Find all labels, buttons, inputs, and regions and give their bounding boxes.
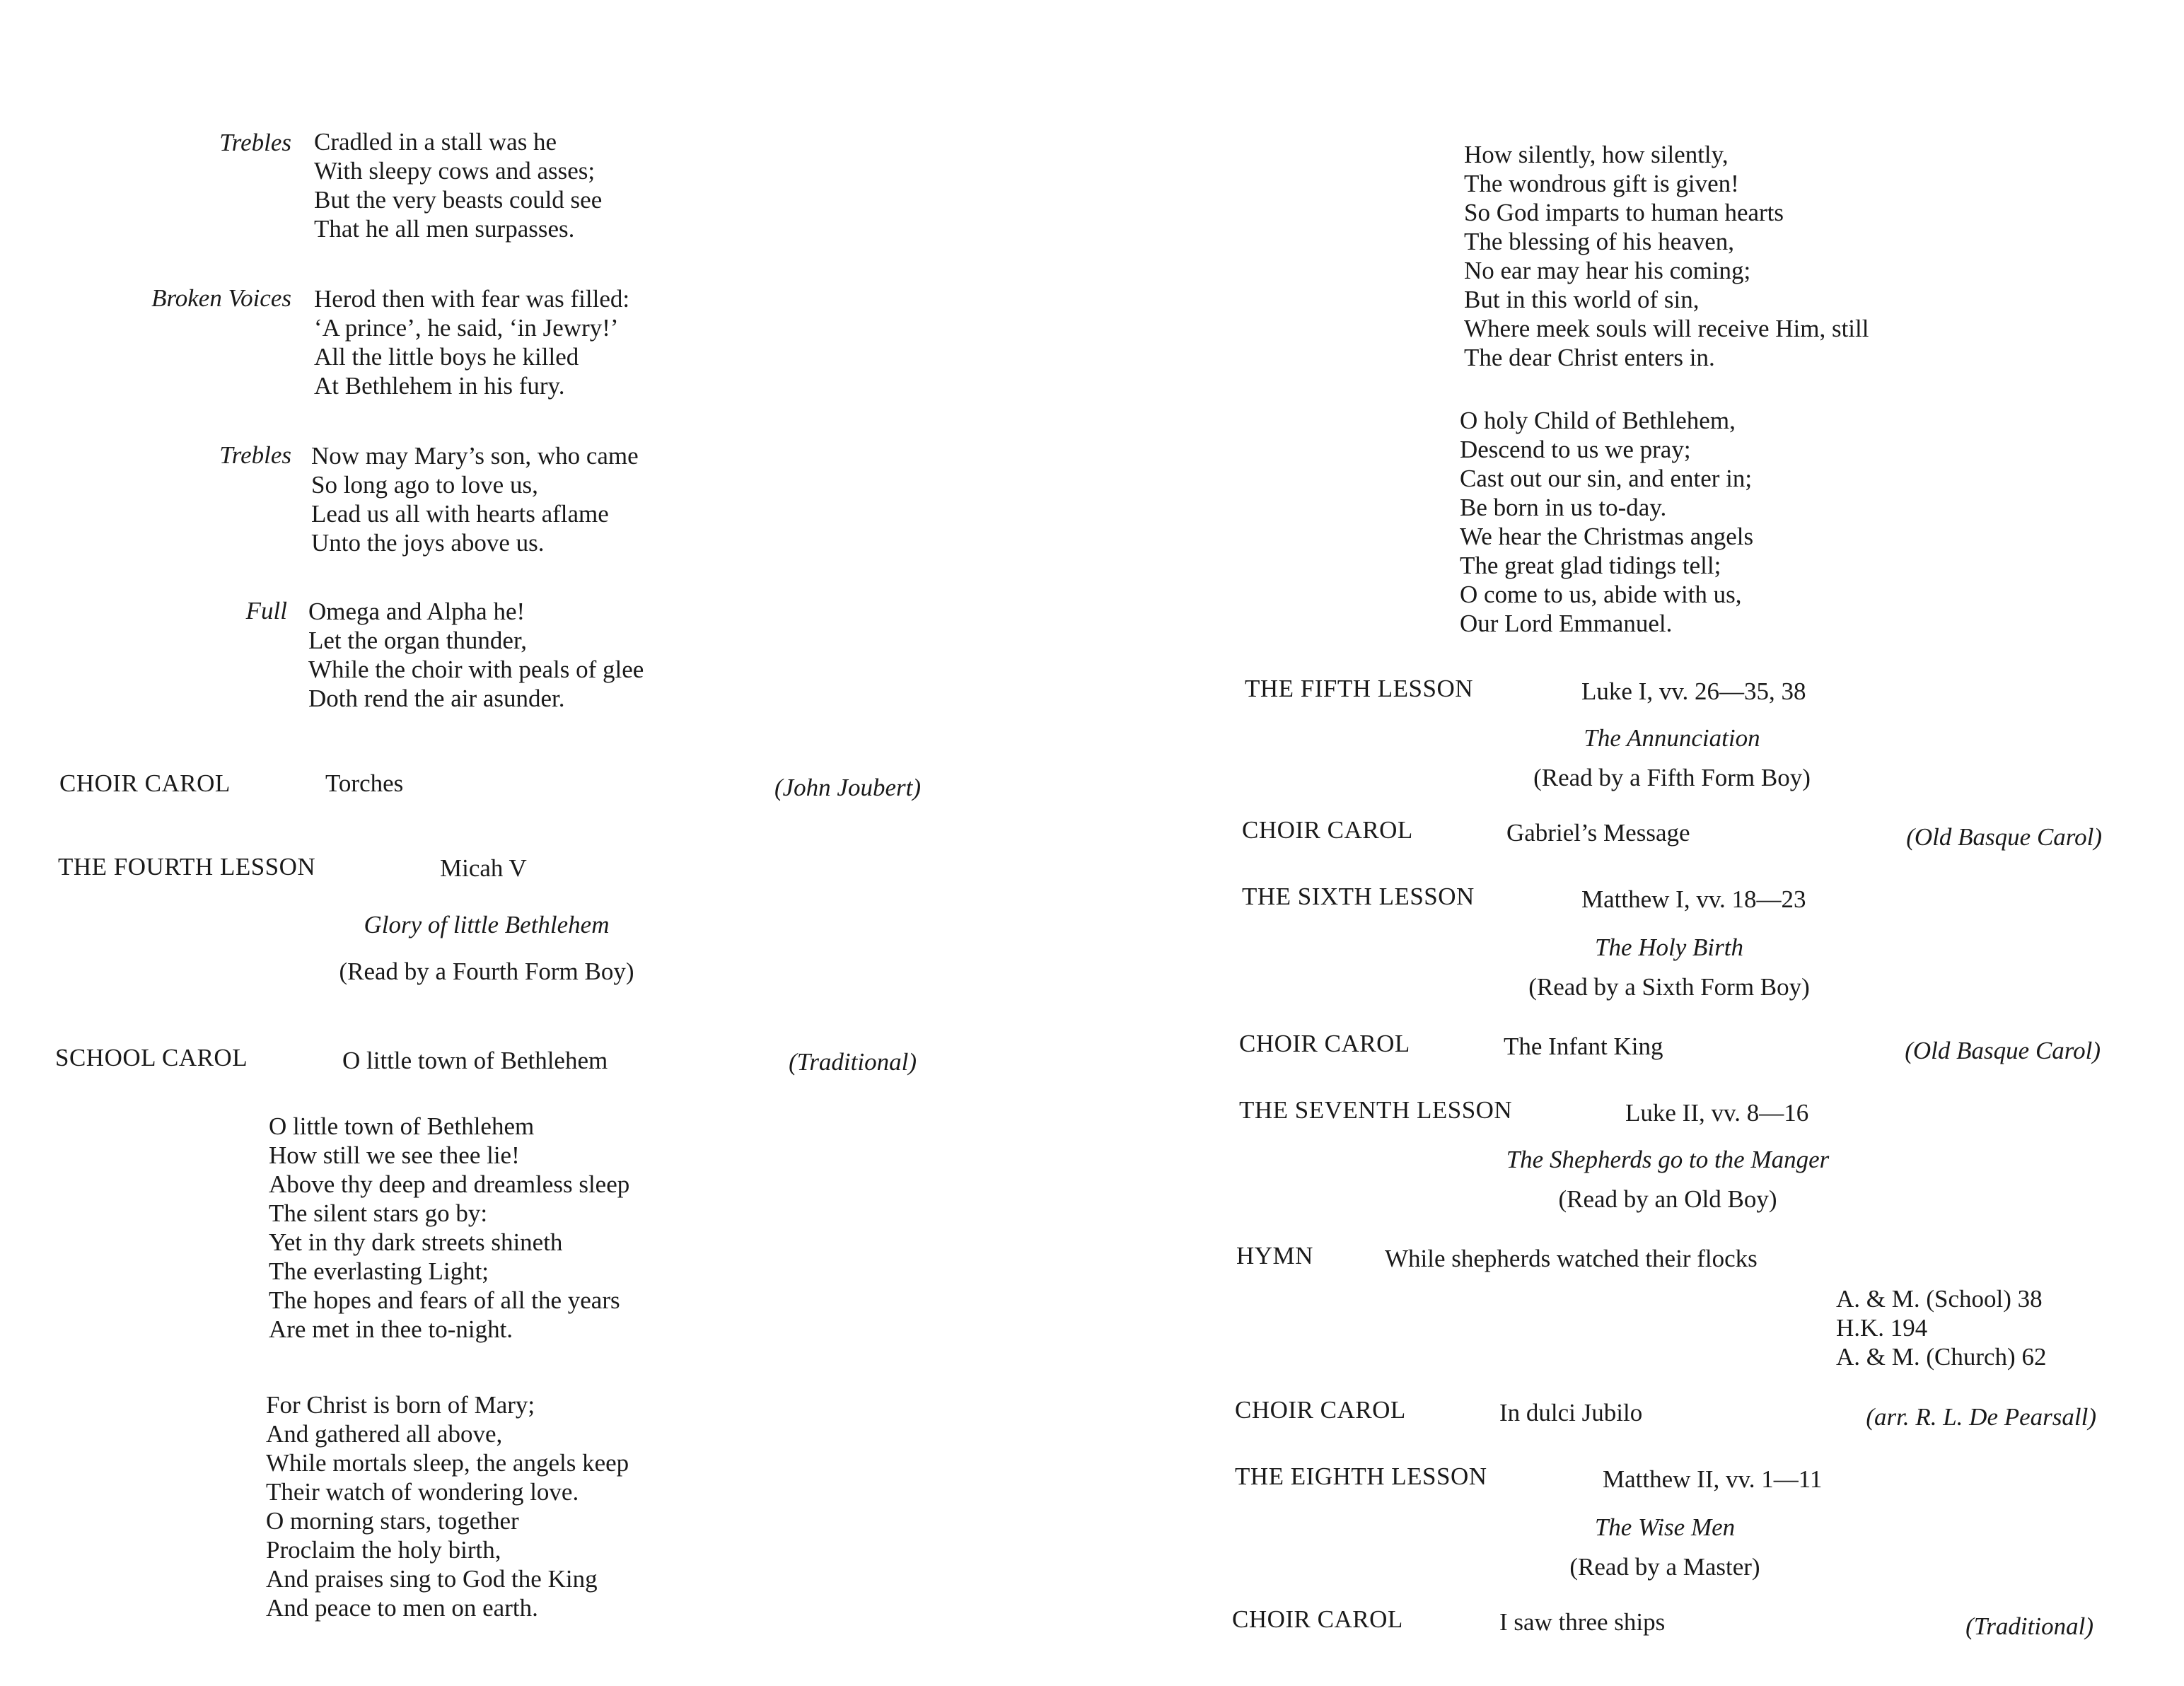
carol-verse (266, 1390, 629, 1622)
hymn-ref: A. & M. (School) 38 (1836, 1285, 2043, 1313)
verse-line: While mortals sleep, the angels keep (266, 1449, 629, 1477)
verse-line: O morning stars, together (266, 1507, 519, 1535)
verse-line: O holy Child of Bethlehem, (1460, 407, 1736, 434)
verse-line: O little town of Bethlehem (269, 1112, 535, 1140)
stanza-label: Trebles (219, 441, 291, 469)
item-title: O little town of Bethlehem (342, 1047, 608, 1074)
verse-line: Our Lord Emmanuel. (1460, 610, 1673, 637)
verse-line: At Bethlehem in his fury. (314, 372, 565, 400)
verse-line: Where meek souls will receive Him, still (1464, 315, 1869, 342)
verse-line: That he all men surpasses. (314, 215, 575, 243)
verse-line: Doth rend the air asunder. (308, 685, 565, 712)
item-heading: SCHOOL CAROL (55, 1044, 248, 1071)
stanza-label: Broken Voices (151, 284, 291, 312)
verse-line: While the choir with peals of glee (308, 656, 644, 683)
item-heading: CHOIR CAROL (1242, 816, 1413, 844)
item-title: In dulci Jubilo (1499, 1399, 1643, 1426)
verse-line: Above thy deep and dreamless sleep (269, 1170, 630, 1198)
verse-line: Are met in thee to-night. (269, 1315, 513, 1343)
verse-line: Now may Mary’s son, who came (311, 442, 639, 470)
item-composer: (Traditional) (1965, 1612, 2093, 1640)
carol-verse (269, 1112, 629, 1344)
stanza (314, 284, 629, 400)
item-heading: THE SIXTH LESSON (1242, 883, 1475, 910)
hymn-refs (1836, 1284, 2046, 1371)
verse-line: The great glad tidings tell; (1460, 552, 1721, 579)
verse-line: The silent stars go by: (269, 1199, 488, 1227)
lesson-reader: (Read by a Fourth Form Boy) (339, 958, 634, 985)
verse-line: The wondrous gift is given! (1464, 170, 1739, 197)
lesson-subtitle: The Shepherds go to the Manger (1506, 1146, 1830, 1173)
verse-line: So long ago to love us, (311, 471, 538, 499)
verse-line: How still we see thee lie! (269, 1141, 520, 1169)
lesson-reader: (Read by an Old Boy) (1558, 1185, 1777, 1213)
lesson-reader: (Read by a Master) (1569, 1553, 1760, 1581)
verse-line: The hopes and fears of all the years (269, 1286, 620, 1314)
stanza (314, 127, 602, 243)
verse-line: Yet in thy dark streets shineth (269, 1228, 563, 1256)
verse-line: Be born in us to-day. (1460, 494, 1667, 521)
verse-line: Descend to us we pray; (1460, 436, 1691, 463)
item-title: While shepherds watched their flocks (1385, 1245, 1758, 1272)
lesson-reader: (Read by a Fifth Form Boy) (1533, 764, 1811, 791)
lesson-reference: Matthew I, vv. 18—23 (1581, 885, 1806, 913)
item-heading: CHOIR CAROL (1239, 1030, 1410, 1057)
item-heading: CHOIR CAROL (59, 769, 231, 797)
lesson-subtitle: The Annunciation (1584, 724, 1760, 752)
item-title: Gabriel’s Message (1506, 819, 1690, 847)
lesson-reference: Luke I, vv. 26—35, 38 (1581, 678, 1806, 705)
verse-line: No ear may hear his coming; (1464, 257, 1751, 284)
item-composer: (Traditional) (789, 1048, 917, 1076)
carol-verse (1464, 140, 1869, 372)
verse-line: Herod then with fear was filled: (314, 285, 630, 313)
lesson-reference: Matthew II, vv. 1—11 (1603, 1465, 1823, 1493)
verse-line: The blessing of his heaven, (1464, 228, 1734, 255)
verse-line: How silently, how silently, (1464, 141, 1729, 168)
item-heading: THE FOURTH LESSON (58, 853, 316, 880)
stanza-label: Trebles (219, 129, 291, 156)
item-heading: THE EIGHTH LESSON (1235, 1463, 1487, 1490)
verse-line: And gathered all above, (266, 1420, 503, 1448)
carol-verse (1460, 406, 1753, 638)
stanza (308, 597, 644, 713)
verse-line: With sleepy cows and asses; (314, 157, 596, 185)
verse-line: And praises sing to God the King (266, 1565, 598, 1593)
verse-line: The everlasting Light; (269, 1257, 489, 1285)
verse-line: Their watch of wondering love. (266, 1478, 579, 1506)
item-title: Torches (325, 769, 404, 797)
lesson-subtitle: Glory of little Bethlehem (364, 911, 610, 938)
verse-line: Omega and Alpha he! (308, 598, 525, 625)
verse-line: And peace to men on earth. (266, 1594, 538, 1622)
verse-line: Lead us all with hearts aflame (311, 500, 609, 528)
verse-line: ‘A prince’, he said, ‘in Jewry!’ (314, 314, 619, 342)
item-heading: CHOIR CAROL (1232, 1605, 1403, 1633)
item-composer: (arr. R. L. De Pearsall) (1866, 1403, 2096, 1431)
verse-line: Cast out our sin, and enter in; (1460, 465, 1753, 492)
item-composer: (John Joubert) (774, 774, 921, 801)
stanza (311, 441, 639, 557)
item-composer: (Old Basque Carol) (1906, 823, 2102, 851)
item-heading: CHOIR CAROL (1235, 1396, 1406, 1424)
verse-line: Let the organ thunder, (308, 627, 527, 654)
stanza-label: Full (245, 597, 287, 624)
verse-line: But in this world of sin, (1464, 286, 1700, 313)
verse-line: We hear the Christmas angels (1460, 523, 1754, 550)
lesson-subtitle: The Wise Men (1594, 1513, 1736, 1541)
lesson-reader: (Read by a Sixth Form Boy) (1528, 973, 1810, 1001)
verse-line: All the little boys he killed (314, 343, 579, 371)
item-heading: THE SEVENTH LESSON (1239, 1096, 1513, 1124)
lesson-reference: Micah V (440, 854, 527, 882)
verse-line: O come to us, abide with us, (1460, 581, 1742, 608)
lesson-reference: Luke II, vv. 8—16 (1625, 1099, 1809, 1127)
verse-line: For Christ is born of Mary; (266, 1391, 535, 1419)
verse-line: Unto the joys above us. (311, 529, 545, 557)
item-heading: THE FIFTH LESSON (1245, 675, 1474, 702)
verse-line: So God imparts to human hearts (1464, 199, 1784, 226)
item-heading: HYMN (1236, 1242, 1313, 1269)
hymn-ref: H.K. 194 (1836, 1314, 1928, 1342)
verse-line: But the very beasts could see (314, 186, 603, 214)
item-composer: (Old Basque Carol) (1905, 1037, 2101, 1064)
verse-line: Cradled in a stall was he (314, 128, 557, 156)
item-title: The Infant King (1504, 1033, 1663, 1060)
hymn-ref: A. & M. (Church) 62 (1836, 1343, 2047, 1371)
lesson-subtitle: The Holy Birth (1595, 934, 1743, 961)
verse-line: Proclaim the holy birth, (266, 1536, 501, 1564)
item-title: I saw three ships (1499, 1608, 1666, 1636)
verse-line: The dear Christ enters in. (1464, 344, 1715, 371)
